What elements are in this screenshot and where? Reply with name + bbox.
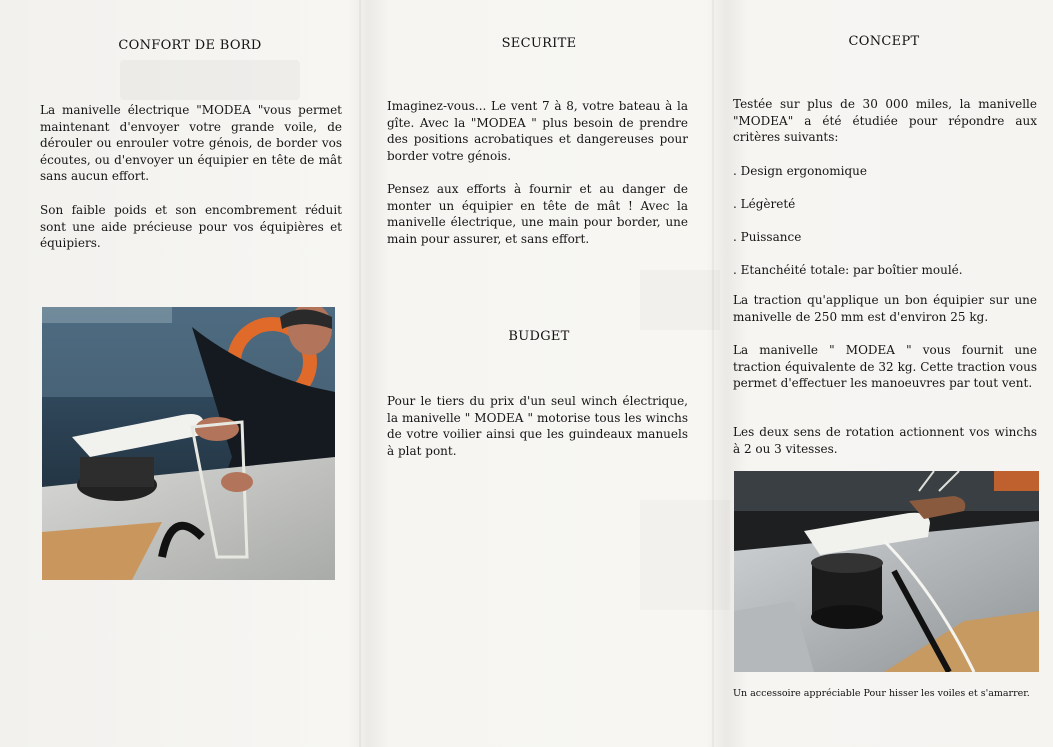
middle-paragraph-3: Pour le tiers du prix d'un seul winch électrique, la manivelle " MODEA " motorise tous les winchs de votre voilier ainsi que les guindeaux manuels à plat pont. [387, 394, 688, 458]
left-paragraph-1: La manivelle électrique "MODEA "vous permet maintenant d'envoyer votre grande voile, de dérouler ou enrouler votre génois, de border vos écoutes, ou d'envoyer un équipier en tête de mât sans aucun effort. [40, 103, 342, 183]
heading-concept: CONCEPT [848, 34, 920, 49]
sailor-winch-photo-art [42, 307, 335, 580]
right-paragraph-2: La manivelle " MODEA " vous fournit une traction équivalente de 32 kg. Cette traction vous permet d'effectuer les manoeuvres par tout vent. [733, 343, 1037, 390]
right-intro: Testée sur plus de 30 000 miles, la manivelle "MODEA" a été étudiée pour répondre aux critères suivants: [733, 97, 1037, 144]
sailor-winch-photo [42, 307, 335, 580]
heading-securite: SECURITE [501, 36, 577, 51]
right-panel [714, 0, 1053, 747]
middle-paragraph-2: Pensez aux efforts à fournir et au danger de monter un équipier en tête de mât ! Avec la manivelle électrique, une main pour border, une main pour assurer, et sans effort. [387, 182, 688, 246]
right-paragraph-1: La traction qu'applique un bon équipier sur une manivelle de 250 mm est d'environ 25 kg. [733, 293, 1037, 324]
criteria-item: . Etanchéité totale: par boîtier moulé. [733, 263, 963, 277]
heading-confort-de-bord: CONFORT DE BORD [118, 38, 262, 53]
winch-crank-photo-art [734, 471, 1039, 672]
left-panel [0, 0, 360, 747]
middle-panel [361, 0, 713, 747]
right-paragraph-3: Les deux sens de rotation actionnent vos winchs à 2 ou 3 vitesses. [733, 425, 1037, 456]
criteria-item: . Légèreté [733, 197, 796, 211]
winch-crank-photo [734, 471, 1039, 672]
middle-paragraph-1: Imaginez-vous... Le vent 7 à 8, votre bateau à la gîte. Avec la "MODEA " plus besoin de prendre des positions acrobatiques et dangereuses pour border votre génois. [387, 99, 688, 163]
photo-caption: Un accessoire appréciable Pour hisser les voiles et s'amarrer. [733, 688, 1030, 699]
criteria-item: . Puissance [733, 230, 802, 244]
heading-budget: BUDGET [508, 329, 570, 344]
left-paragraph-2: Son faible poids et son encombrement réduit sont une aide précieuse pour vos équipières et équipiers. [40, 203, 342, 250]
criteria-item: . Design ergonomique [733, 164, 867, 178]
